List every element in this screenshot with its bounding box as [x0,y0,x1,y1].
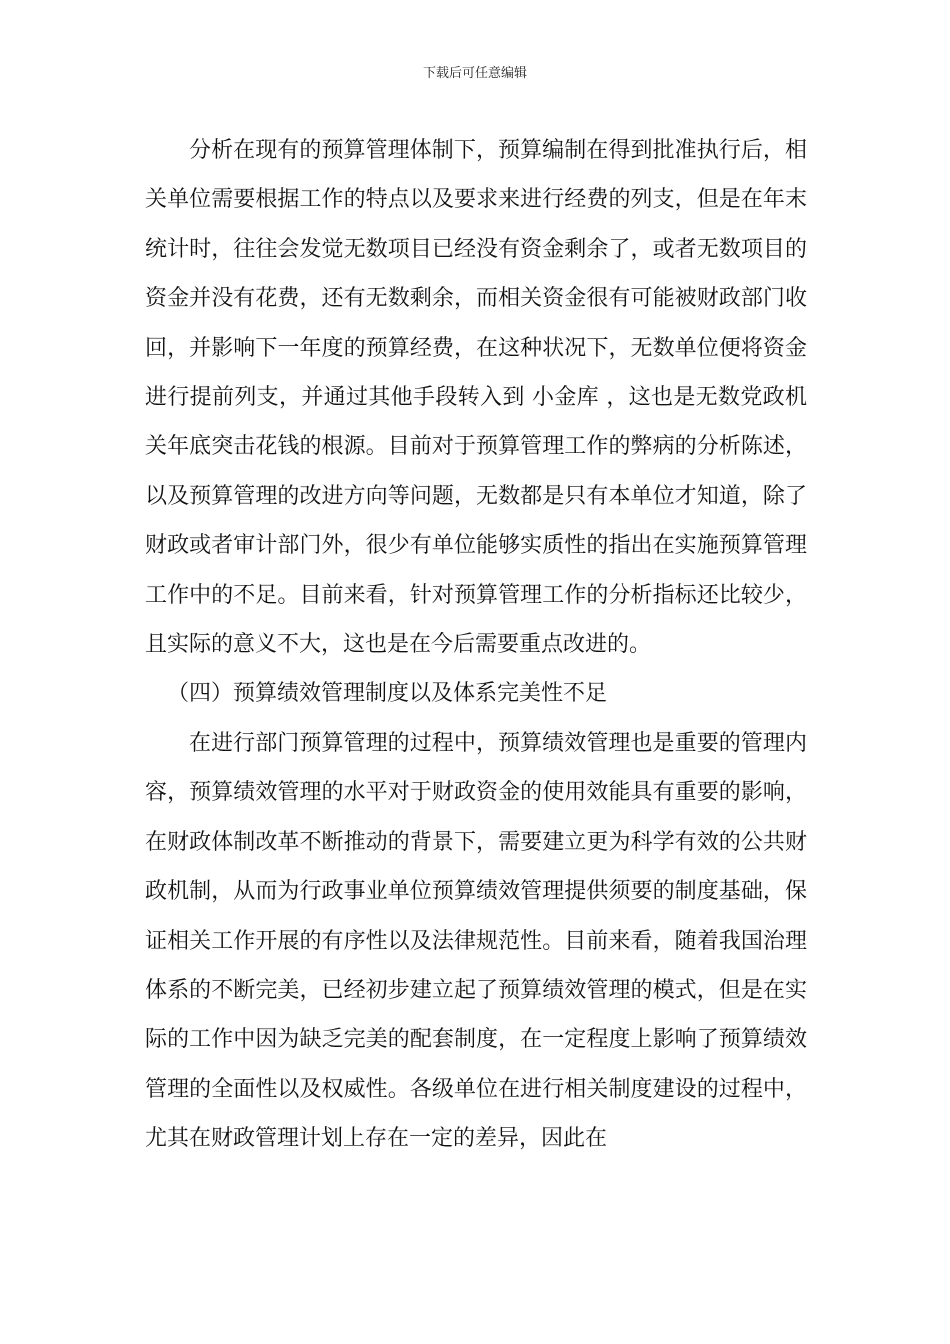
body-paragraph: 分析在现有的预算管理体制下，预算编制在得到批准执行后，相关单位需要根据工作的特点以及要求来进行经费的列支，但是在年末统计时，往往会发觉无数项目已经没有资金剩余了，或者无数项目的资金并没有花费，还有无数剩余，而相关资金很有可能被财政部门收回，并影响下一年度的预算经费，在这种状况下，无数单位便将资金进行提前列支，并通过其他手段转入到 小金库 ，这也是无数党政机关年底突击花钱的根源。目前对于预算管理工作的弊病的分析陈述，以及预算管理的改进方向等问题，无数都是只有本单位才知道，除了财政或者审计部门外，很少有单位能够实质性的指出在实施预算管理工作中的不足。目前来看，针对预算管理工作的分析指标还比较少，且实际的意义不大，这也是在今后需要重点改进的。 [145,138,807,658]
section-heading: （四）预算绩效管理制度以及体系完美性不足 [167,681,608,707]
body-paragraph: 在进行部门预算管理的过程中，预算绩效管理也是重要的管理内容，预算绩效管理的水平对于财政资金的使用效能具有重要的影响，在财政体制改革不断推动的背景下，需要建立更为科学有效的公共财政机制，从而为行政事业单位预算绩效管理提供须要的制度基础，保证相关工作开展的有序性以及法律规范性。目前来看，随着我国治理体系的不断完美，已经初步建立起了预算绩效管理的模式，但是在实际的工作中因为缺乏完美的配套制度，在一定程度上影响了预算绩效管理的全面性以及权威性。各级单位在进行相关制度建设的过程中，尤其在财政管理计划上存在一定的差异，因此在 [145,730,807,1152]
document-body [145,126,807,1164]
page-header: 下载后可任意编辑 [422,66,527,81]
